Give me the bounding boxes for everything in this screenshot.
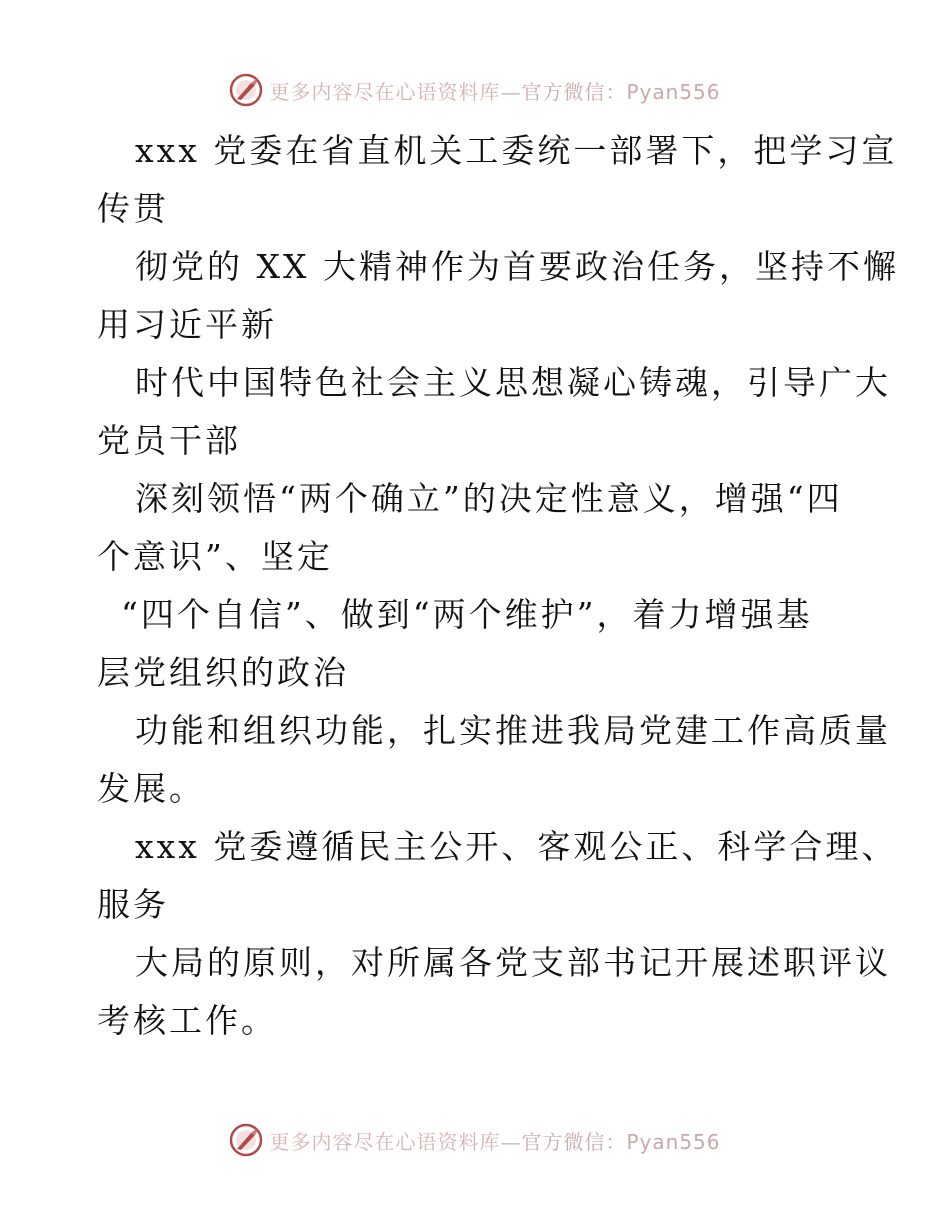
document-line: 时代中国特色社会主义思想凝心铸魂，引导广大: [135, 363, 891, 402]
document-body: [97, 122, 899, 1050]
watermark-label: 官方微信：: [521, 79, 627, 104]
watermark-wechat-id: Pyan556: [626, 79, 721, 104]
header-watermark: [0, 72, 950, 108]
document-line: 用习近平新: [97, 305, 277, 344]
document-line: 考核工作。: [97, 1001, 277, 1040]
watermark-text: [269, 1126, 720, 1155]
document-line: 功能和组织功能，扎实推进我局党建工作高质量: [135, 711, 891, 750]
document-line: 大局的原则，对所属各党支部书记开展述职评议: [135, 943, 891, 982]
document-line: “四个自信”、做到“两个维护”，着力增强基: [121, 595, 813, 634]
document-line: 党员干部: [97, 421, 241, 460]
quill-logo-icon: [229, 1123, 263, 1157]
watermark-separator: —: [500, 79, 522, 104]
document-line: 传贯: [97, 189, 169, 228]
watermark-label: 官方微信：: [521, 1129, 627, 1154]
quill-logo-icon: [229, 73, 263, 107]
document-line: xxx 党委在省直机关工委统一部署下，把学习宣: [135, 131, 898, 170]
watermark-brand: 更多内容尽在心语资料库: [269, 1129, 501, 1154]
document-line: 服务: [97, 885, 169, 924]
watermark-brand: 更多内容尽在心语资料库: [269, 79, 501, 104]
document-line: 层党组织的政治: [97, 653, 349, 692]
document-line: xxx 党委遵循民主公开、客观公正、科学合理、: [135, 827, 898, 866]
watermark-wechat-id: Pyan556: [626, 1129, 721, 1154]
document-line: 彻党的 XX 大精神作为首要政治任务，坚持不懈: [135, 247, 899, 286]
footer-watermark: [0, 1122, 950, 1158]
watermark-text: [269, 76, 720, 105]
watermark-separator: —: [500, 1129, 522, 1154]
document-line: 个意识”、坚定: [97, 537, 333, 576]
document-line: 发展。: [97, 769, 205, 808]
document-line: 深刻领悟“两个确立”的决定性意义，增强“四: [135, 479, 843, 518]
